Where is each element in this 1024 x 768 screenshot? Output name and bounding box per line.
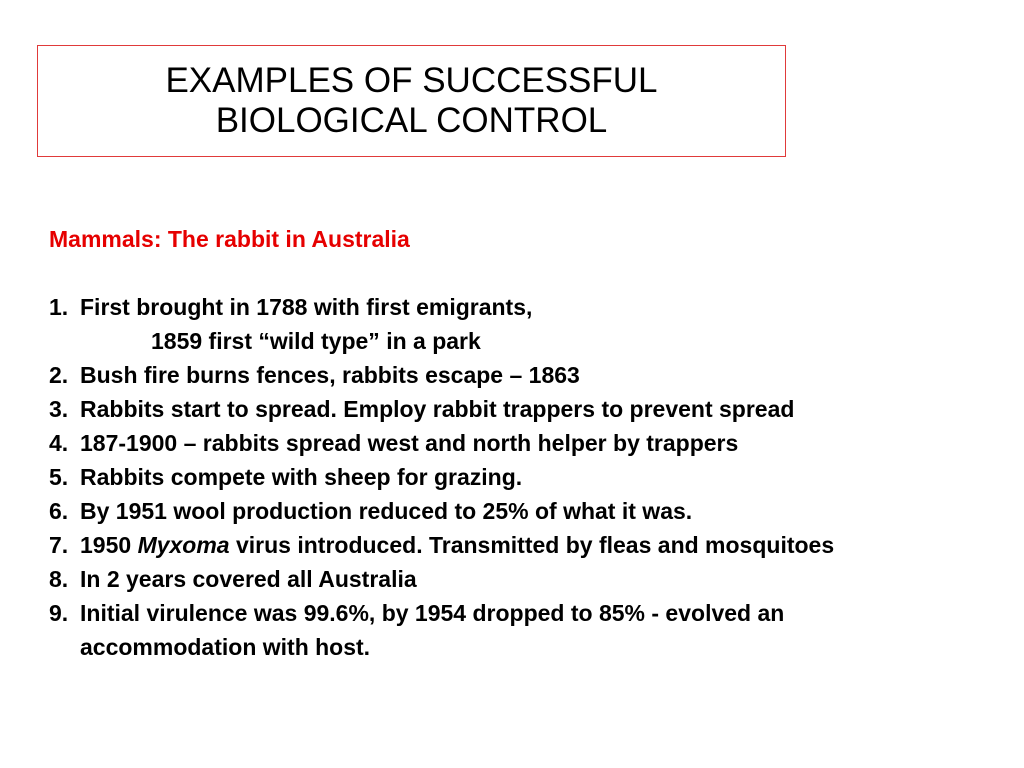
list-item <box>49 392 1021 426</box>
item-number: 3. <box>49 396 69 422</box>
list-item <box>49 596 1021 664</box>
slide-title-line-2: BIOLOGICAL CONTROL <box>215 101 608 140</box>
item-number: 5. <box>49 464 69 490</box>
item-number: 4. <box>49 430 69 456</box>
slide-content <box>49 222 1021 660</box>
item-number: 9. <box>49 600 69 626</box>
list-item <box>49 426 1021 460</box>
item-continuation: accommodation with host. <box>80 634 371 660</box>
item-text: 187-1900 – rabbits spread west and north helper by trappers <box>80 430 739 456</box>
item-text: Rabbits start to spread. Employ rabbit trappers to prevent spread <box>80 396 795 422</box>
item-text: By 1951 wool production reduced to 25% of what it was. <box>80 498 693 524</box>
title-box <box>37 45 786 157</box>
list-item <box>49 528 1021 562</box>
item-continuation: 1859 first “wild type” in a park <box>151 328 481 354</box>
list-item <box>49 460 1021 494</box>
item-number: 6. <box>49 498 69 524</box>
item-number: 7. <box>49 532 69 558</box>
item-text: In 2 years covered all Australia <box>80 566 417 592</box>
list-item <box>49 562 1021 596</box>
fact-list <box>49 290 1021 664</box>
slide-title-line-1: EXAMPLES OF SUCCESSFUL <box>165 61 658 100</box>
list-item <box>49 290 1021 358</box>
section-subheading: Mammals: The rabbit in Australia <box>49 226 410 252</box>
slide-title <box>165 61 657 141</box>
item-text: Bush fire burns fences, rabbits escape – 1863 <box>80 362 580 388</box>
item-number: 1. <box>49 294 69 320</box>
item-number: 8. <box>49 566 69 592</box>
item-text: Initial virulence was 99.6%, by 1954 dropped to 85% - evolved an <box>80 600 785 626</box>
item-number: 2. <box>49 362 69 388</box>
item-text-suffix: virus introduced. Transmitted by fleas and mosquitoes <box>229 532 835 558</box>
list-item <box>49 358 1021 392</box>
list-item <box>49 494 1021 528</box>
item-text-prefix: 1950 <box>80 532 138 558</box>
item-text: Rabbits compete with sheep for grazing. <box>80 464 523 490</box>
item-text-italic: Myxoma <box>137 532 230 558</box>
item-text: First brought in 1788 with first emigrants, <box>80 294 533 320</box>
